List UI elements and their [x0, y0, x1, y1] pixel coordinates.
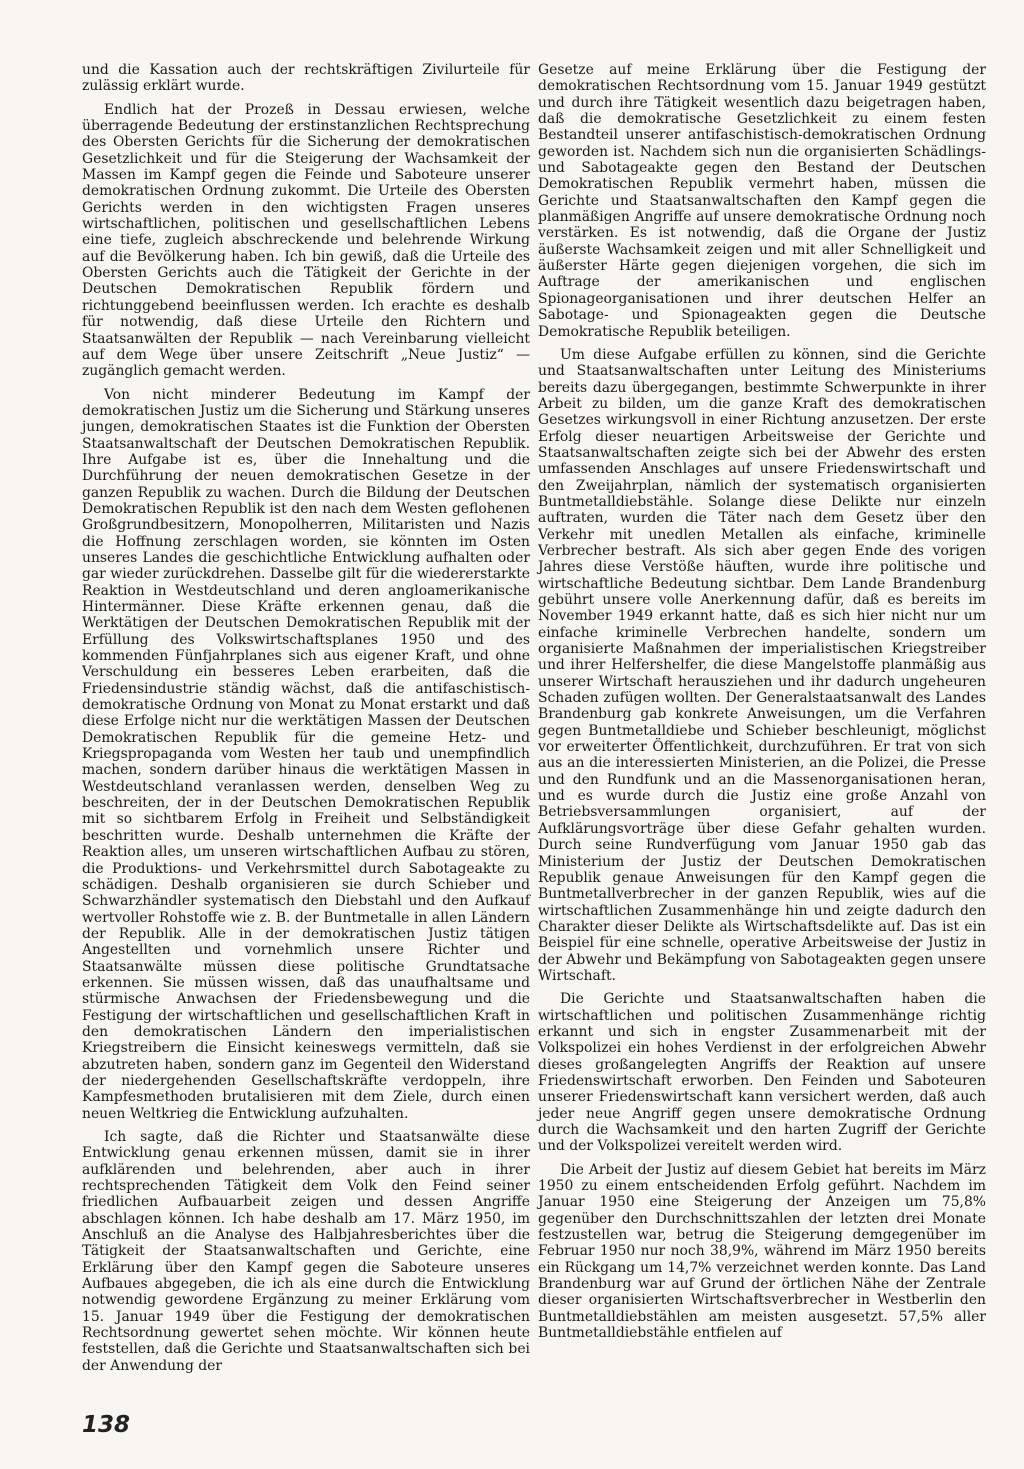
right-text-column: [538, 62, 986, 1341]
paragraph: Ich sagte, daß die Richter und Staatsanwälte diese Entwicklung genau erkennen müssen, damit sie in ihrer aufklärenden und belehrenden, aber auch in ihrer rechtsprechenden Tätigkeit dem Volk den Feind seiner friedlichen Aufbauarbeit zeigen und dessen Angriffe abschlagen können. Ich habe deshalb am 17. März 1950, im Anschluß an die Analyse des Halbjahresberichtes über die Tätigkeit der Staatsanwaltschaften und Gerichte, eine Erklärung über den Kampf gegen die Saboteure unseres Aufbaues abgegeben, die ich als eine durch die Entwicklung notwendig gewordene Ergänzung zu meiner Erklärung vom 15. Januar 1949 über die Festigung der demokratischen Rechtsordnung gewertet sehen möchte. Wir können heute feststellen, daß die Gerichte und Staatsanwaltschaften sich bei der Anwendung der: [82, 1129, 530, 1374]
paragraph: Die Arbeit der Justiz auf diesem Gebiet hat bereits im März 1950 zu einem entscheidenden Erfolg geführt. Nachdem im Januar 1950 eine Steigerung der Anzeigen um 75,8% gegenüber den Durchschnittszahlen der letzten drei Monate festzustellen war, betrug die Steigerung demgegenüber im Februar 1950 nur noch 38,9%, während im März 1950 bereits ein Rückgang um 14,7% verzeichnet werden konnte. Das Land Brandenburg war auf Grund der örtlichen Nähe der Zentrale dieser organisierten Wirtschaftsverbrecher in Westberlin den Buntmetalldiebstählen am meisten ausgesetzt. 57,5% aller Buntmetalldiebstähle entfielen auf: [538, 1161, 986, 1342]
paragraph: Gesetze auf meine Erklärung über die Festigung der demokratischen Rechtsordnung vom 15. Januar 1949 gestützt und durch ihre Tätigkeit wesentlich dazu beigetragen haben, daß die demokratische Gesetzlichkeit zu einem festen Bestandteil unserer antifaschistisch-demokratischen Ordnung geworden ist. Nachdem sich nun die organisierten Schädlings- und Sabotageakte gegen den Bestand der Deutschen Demokratischen Republik vermehrt haben, müssen die Gerichte und Staatsanwaltschaften den Kampf gegen die planmäßigen Angriffe auf unsere demokratische Ordnung noch verstärken. Es ist notwendig, daß die Organe der Justiz äußerste Wachsamkeit zeigen und mit aller Schnelligkeit und äußerster Härte gegen diejenigen vorgehen, die sich im Auftrage der amerikanischen und englischen Spionageorganisationen und ihrer deutschen Helfer an Sabotage- und Spionageakten gegen die Deutsche Demokratische Republik beteiligen.: [538, 62, 986, 340]
left-text-column: [82, 62, 530, 1374]
paragraph: und die Kassation auch der rechtskräftigen Zivilurteile für zulässig erklärt wurde.: [82, 62, 530, 95]
paragraph: Die Gerichte und Staatsanwaltschaften haben die wirtschaftlichen und politischen Zusammenhänge richtig erkannt und sich in engster Zusammenarbeit mit der Volkspolizei ein hohes Verdienst in der erfolgreichen Abwehr dieses großangelegten Angriffs der Reaktion auf unsere Friedenswirtschaft erworben. Den Feinden und Saboteuren unserer Friedenswirtschaft kann versichert werden, daß auch jeder neue Angriff gegen unsere demokratische Ordnung durch die Wachsamkeit und den harten Zugriff der Gerichte und der Volkspolizei vereitelt werden wird.: [538, 991, 986, 1155]
page-number: 138: [82, 1412, 131, 1438]
paragraph: Um diese Aufgabe erfüllen zu können, sind die Gerichte und Staatsanwaltschaften unter Leitung des Ministeriums bereits dazu übergegangen, bestimmte Schwerpunkte in ihrer Arbeit zu bilden, um die ganze Kraft des demokratischen Gesetzes wirkungsvoll in einer Richtung anzusetzen. Der erste Erfolg dieser neuartigen Arbeitsweise der Gerichte und Staatsanwaltschaften zeigte sich bei der Abwehr des ersten umfassenden Anschlages auf unsere Friedenswirtschaft und den Zweijahrplan, nämlich der systematisch organisierten Buntmetalldiebstähle. Solange diese Delikte nur einzeln auftraten, wurden die Täter nach dem Gesetz über den Verkehr mit unedlen Metallen als einfache, kriminelle Verbrecher bestraft. Als sich aber gegen Ende des vorigen Jahres diese Verstöße häuften, wurde ihre politische und wirtschaftliche Bedeutung sichtbar. Dem Lande Brandenburg gebührt unsere volle Anerkennung dafür, daß es bereits im November 1949 erkannt hatte, daß es sich hier nicht nur um einfache kriminelle Verbrechen handelte, sondern um organisierte Maßnahmen der imperialistischen Kriegstreiber und ihrer Helfershelfer, die diese Mangelstoffe planmäßig aus unserer Wirtschaft herausziehen und ihr dadurch ungeheuren Schaden zufügen wollten. Der Generalstaatsanwalt des Landes Brandenburg gab konkrete Anweisungen, um die Verfahren gegen Buntmetalldiebe und Schieber beschleunigt, möglichst vor erweiterter Öffentlichkeit, durchzuführen. Er trat von sich aus an die interessierten Ministerien, an die Polizei, die Presse und den Rundfunk und an die Massenorganisationen heran, und es wurde durch die Justiz eine große Anzahl von Betriebsversammlungen organisiert, auf der Aufklärungsvorträge über diese Gefahr gehalten wurden. Durch seine Rundverfügung vom Januar 1950 gab das Ministerium der Justiz der Deutschen Demokratischen Republik genaue Anweisungen für den Kampf gegen die Buntmetallverbrecher in der ganzen Republik, wies auf die wirtschaftlichen Zusammenhänge hin und zeigte dadurch den Charakter dieser Delikte als Wirtschaftsdelikte auf. Das ist ein Beispiel für eine schnelle, operative Arbeitsweise der Justiz in der Abwehr und Bekämpfung von Sabotageakten gegen unsere Wirtschaft.: [538, 346, 986, 984]
paragraph: Endlich hat der Prozeß in Dessau erwiesen, welche überragende Bedeutung der erstinstanzlichen Rechtsprechung des Obersten Gerichts für die Sicherung der demokratischen Gesetzlichkeit und für die Steigerung der Wachsamkeit der Massen im Kampf gegen die Feinde und Saboteure unserer demokratischen Ordnung zukommt. Die Urteile des Obersten Gerichts werden in den wichtigsten Fragen unseres wirtschaftlichen, politischen und gesellschaftlichen Lebens eine tiefe, zugleich abschreckende und belehrende Wirkung auf die Bevölkerung haben. Ich bin gewiß, daß die Urteile des Obersten Gerichts auch die Tätigkeit der Gerichte in der Deutschen Demokratischen Republik fördern und richtunggebend beeinflussen werden. Ich erachte es deshalb für notwendig, daß diese Urteile den Richtern und Staatsanwälten der Republik — nach Vereinbarung vielleicht auf dem Wege über unsere Zeitschrift „Neue Justiz“ — zugänglich gemacht werden.: [82, 101, 530, 380]
paragraph: Von nicht minderer Bedeutung im Kampf der demokratischen Justiz um die Sicherung und Stärkung unseres jungen, demokratischen Staates ist die Funktion der Obersten Staatsanwaltschaft der Deutschen Demokratischen Republik. Ihre Aufgabe ist es, über die Innehaltung und die Durchführung der neuen demokratischen Gesetze in der ganzen Republik zu wachen. Durch die Bildung der Deutschen Demokratischen Republik ist den nach dem Westen geflohenen Großgrundbesitzern, Monopolherren, Militaristen und Nazis die Hoffnung zerschlagen worden, sie könnten im Osten unseres Landes die geschichtliche Entwicklung aufhalten oder gar wieder zurückdrehen. Dasselbe gilt für die wiedererstarkte Reaktion in Westdeutschland und deren angloamerikanische Hintermänner. Diese Kräfte erkennen genau, daß die Werktätigen der Deutschen Demokratischen Republik mit der Erfüllung des Volkswirtschaftsplanes 1950 und des kommenden Fünfjahrplanes sich aus eigener Kraft, und ohne Verschuldung ein besseres Leben erarbeiten, daß die Friedensindustrie ständig wächst, daß die antifaschistisch-demokratische Ordnung von Monat zu Monat erstarkt und daß diese Erfolge nicht nur die werktätigen Massen der Deutschen Demokratischen Republik für die gemeine Hetz- und Kriegspropaganda vom Westen her taub und unempfindlich machen, sondern darüber hinaus die werktätigen Massen in Westdeutschland veranlassen werden, denselben Weg zu beschreiten, der in der Deutschen Demokratischen Republik mit so sichtbarem Erfolg in Freiheit und Selbständigkeit beschritten wurde. Deshalb unternehmen die Kräfte der Reaktion alles, um unseren wirtschaftlichen Aufbau zu stören, die Produktions- und Verkehrsmittel durch Sabotageakte zu schädigen. Deshalb organisieren sie durch Schieber und Schwarzhändler systematisch den Diebstahl und den Aufkauf wertvoller Rohstoffe wie z. B. der Buntmetalle in allen Ländern der Republik. Alle in der demokratischen Justiz tätigen Angestellten und vornehmlich unsere Richter und Staatsanwälte müssen diese politische Grundtatsache erkennen. Sie müssen wissen, daß das unaufhaltsame und stürmische Anwachsen der Friedensbewegung und die Festigung der wirtschaftlichen und gesellschaftlichen Kraft in den demokratischen Ländern den imperialistischen Kriegstreibern die Einsicht keineswegs vermitteln, daß sie abzutreten haben, sondern ganz im Gegenteil den Widerstand der niedergehenden Gesellschaftskräfte verdoppeln, ihre Kampfesmethoden brutalisieren mit dem Ziele, durch einen neuen Weltkrieg die Entwicklung aufzuhalten.: [82, 386, 530, 1122]
